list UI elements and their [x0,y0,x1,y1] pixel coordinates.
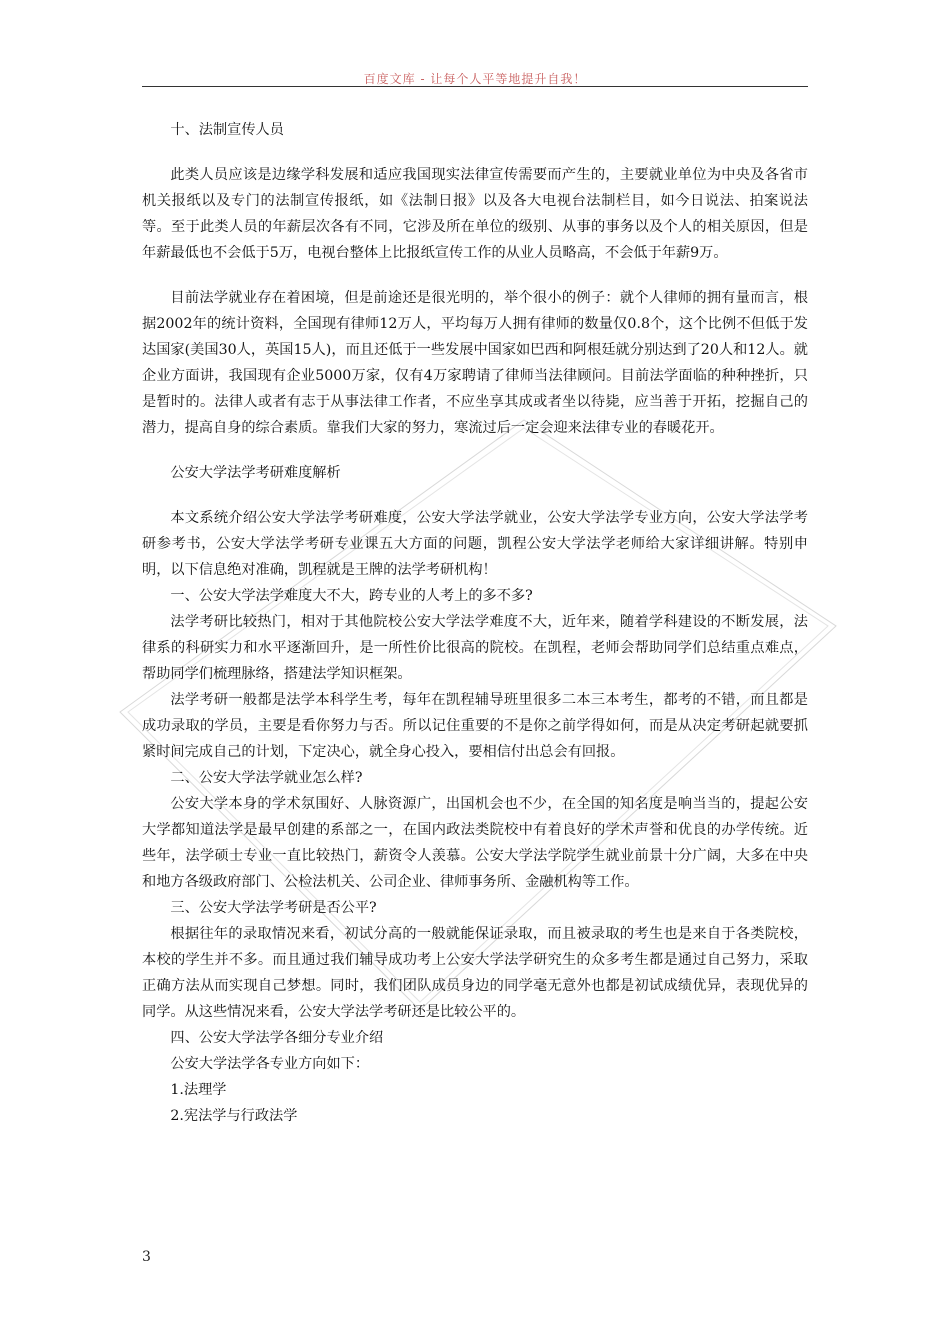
paragraph-gap [142,486,808,505]
paragraph: 一、公安大学法学难度大不大，跨专业的人考上的多不多? [170,588,533,604]
paragraph: 公安大学本身的学术氛围好、人脉资源广，出国机会也不少，在全国的知名度是响当当的，提起公安大学都知道法学是最早创建的系部之一，在国内政法类院校中有着良好的学术声誉和优良的办学传统。近些年，法学硕士专业一直比较热门，薪资令人羡慕。公安大学法学院学生就业前景十分广阔，大多在中央和地方各级政府部门、公检法机关、公司企业、律师事务所、金融机构等工作。 [142,796,808,890]
paragraph-gap [142,143,808,162]
paragraph: 三、公安大学法学考研是否公平? [170,900,377,916]
paragraph-gap [142,266,808,285]
paragraph: 根据往年的录取情况来看，初试分高的一般就能保证录取，而且被录取的考生也是来自于各类院校，本校的学生并不多。而且通过我们辅导成功考上公安大学法学研究生的众多考生都是通过自己努力，采取正确方法从而实现自己梦想。同时，我们团队成员身边的同学毫无意外也都是初试成绩优异，表现优异的同学。从这些情况来看，公安大学法学考研还是比较公平的。 [142,926,808,1020]
paragraph: 四、公安大学法学各细分专业介绍 [170,1030,384,1046]
paragraph: 2.宪法学与行政法学 [170,1108,298,1124]
document-body [142,117,808,1129]
paragraph: 法学考研一般都是法学本科学生考，每年在凯程辅导班里很多二本三本考生，都考的不错，而且都是成功录取的学员，主要是看你努力与否。所以记住重要的不是你之前学得如何，而是从决定考研起就要抓紧时间完成自己的计划，下定决心，就全身心投入，要相信付出总会有回报。 [142,692,808,760]
paragraph: 二、公安大学法学就业怎么样? [170,770,363,786]
paragraph: 1.法理学 [170,1082,227,1098]
paragraph: 目前法学就业存在着困境，但是前途还是很光明的，举个很小的例子：就个人律师的拥有量而言，根据2002年的统计资料，全国现有律师12万人，平均每万人拥有律师的数量仅0.8个，这个比例不但低于发达国家(美国30人，英国15人)，而且还低于一些发展中国家如巴西和阿根廷就分别达到了20人和12人。就企业方面讲，我国现有企业5000万家，仅有4万家聘请了律师当法律顾问。目前法学面临的种种挫折，只是暂时的。法律人或者有志于从事法律工作者，不应坐享其成或者坐以待毙，应当善于开拓，挖掘自己的潜力，提高自身的综合素质。靠我们大家的努力，寒流过后一定会迎来法律专业的春暖花开。 [142,290,808,436]
paragraph: 十、法制宣传人员 [170,122,284,138]
page-header: 百度文库 - 让每个人平等地提升自我！ [363,72,587,86]
paragraph: 法学考研比较热门，相对于其他院校公安大学法学难度不大，近年来，随着学科建设的不断发展，法律系的科研实力和水平逐渐回升，是一所性价比很高的院校。在凯程，老师会帮助同学们总结重点难点，帮助同学们梳理脉络，搭建法学知识框架。 [142,614,808,682]
header-rule [142,86,808,87]
paragraph: 公安大学法学考研难度解析 [170,465,341,481]
paragraph: 公安大学法学各专业方向如下： [170,1056,370,1072]
paragraph: 本文系统介绍公安大学法学考研难度，公安大学法学就业，公安大学法学专业方向，公安大学法学考研参考书，公安大学法学考研专业课五大方面的问题，凯程公安大学法学老师给大家详细讲解。特别申明，以下信息绝对准确，凯程就是王牌的法学考研机构！ [142,510,808,578]
page-number: 3 [142,1249,151,1265]
paragraph: 此类人员应该是边缘学科发展和适应我国现实法律宣传需要而产生的，主要就业单位为中央及各省市机关报纸以及专门的法制宣传报纸，如《法制日报》以及各大电视台法制栏目，如今日说法、拍案说法等。至于此类人员的年薪层次各有不同，它涉及所在单位的级别、从事的事务以及个人的相关原因，但是年薪最低也不会低于5万，电视台整体上比报纸宣传工作的从业人员略高，不会低于年薪9万。 [142,167,808,261]
paragraph-gap [142,441,808,460]
